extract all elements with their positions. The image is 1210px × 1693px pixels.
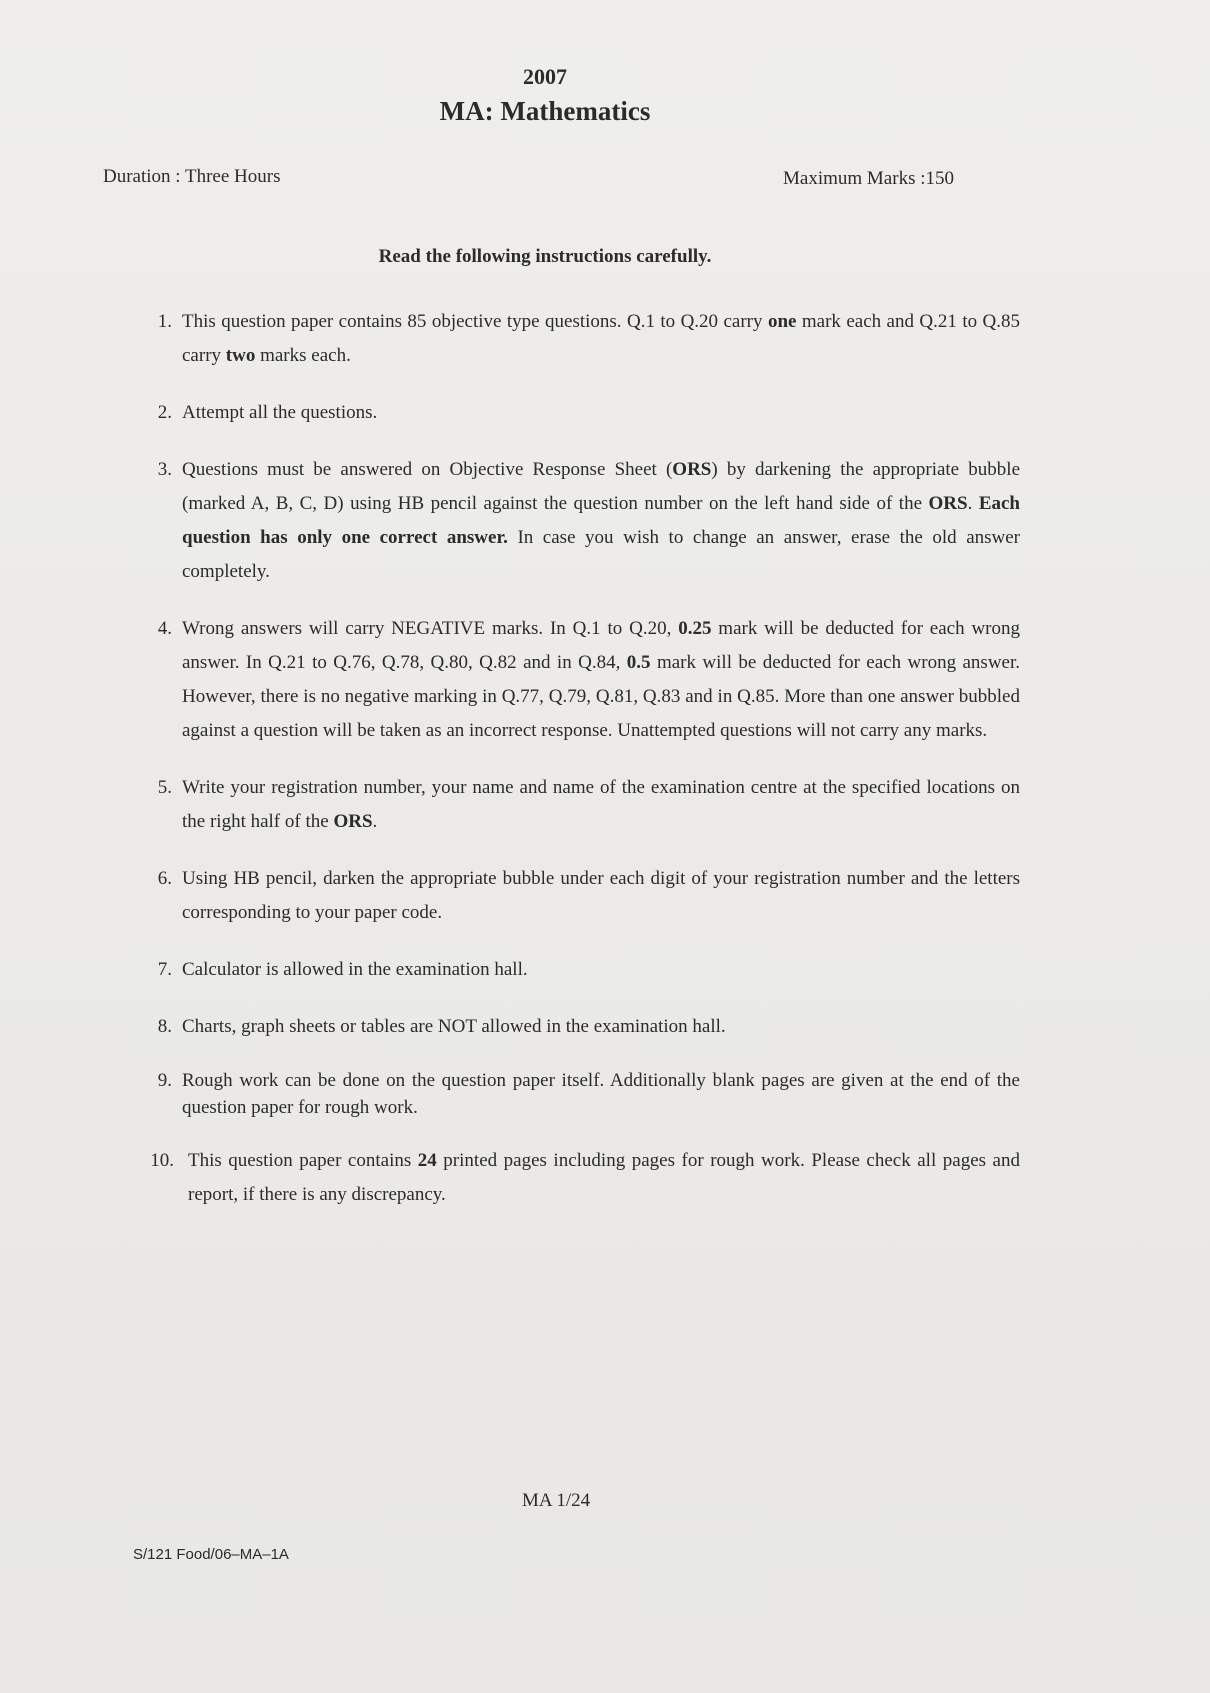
instruction-text: Attempt all the questions. [182, 402, 378, 423]
instruction-text: Rough work can be done on the question paper itself. Additionally blank pages are given at the end of the question paper for rough work. [182, 1070, 1020, 1118]
instruction-item-8 [130, 1010, 1020, 1044]
instruction-text: This question paper contains 85 objective type questions. Q.1 to Q.20 carry one mark each and Q.21 to Q.85 carry two marks each. [182, 311, 1020, 366]
instruction-text: This question paper contains 24 printed pages including pages for rough work. Please check all pages and report, if there is any discrepancy. [188, 1150, 1020, 1205]
instruction-item-2 [130, 396, 1020, 430]
instruction-number: 4. [157, 618, 172, 639]
exam-year: 2007 [523, 64, 567, 89]
instruction-number: 10. [150, 1150, 174, 1171]
instruction-text: Using HB pencil, darken the appropriate bubble under each digit of your registration number and the letters corresponding to your paper code. [182, 868, 1020, 923]
paper-title: MA: Mathematics [439, 96, 651, 126]
instruction-item-10 [130, 1144, 1020, 1212]
instructions-list [130, 305, 1020, 1235]
instruction-number: 2. [157, 402, 172, 423]
exam-duration: Duration : Three Hours [103, 166, 281, 187]
instruction-number: 9. [157, 1070, 172, 1091]
instruction-number: 8. [157, 1016, 172, 1037]
instruction-item-4 [130, 612, 1020, 748]
instruction-number: 6. [157, 868, 172, 889]
maximum-marks: Maximum Marks :150 [783, 168, 954, 189]
instruction-number: 3. [157, 459, 172, 480]
instruction-item-9 [130, 1067, 1020, 1121]
instructions-heading: Read the following instructions carefully. [378, 246, 712, 267]
page-number: MA 1/24 [522, 1490, 591, 1511]
instruction-text: Write your registration number, your name and name of the examination centre at the specified locations on the right half of the ORS. [182, 777, 1020, 832]
instruction-number: 1. [157, 311, 172, 332]
instruction-text: Calculator is allowed in the examination hall. [182, 959, 528, 980]
instruction-text: Wrong answers will carry NEGATIVE marks. In Q.1 to Q.20, 0.25 mark will be deducted for each wrong answer. In Q.21 to Q.76, Q.78, Q.80, Q.82 and in Q.84, 0.5 mark will be deducted for each wrong answer. However, there is no negative marking in Q.77, Q.79, Q.81, Q.83 and in Q.85. More than one answer bubbled against a question will be taken as an incorrect response. Unattempted questions will not carry any marks. [182, 618, 1021, 741]
instruction-item-7 [130, 953, 1020, 987]
instruction-text: Questions must be answered on Objective Response Sheet (ORS) by darkening the appropriate bubble (marked A, B, C, D) using HB pencil against the question number on the left hand side of the ORS. Each question has only one correct answer. In case you wish to change an answer, erase the old answer completely. [182, 459, 1021, 582]
instruction-item-5 [130, 771, 1020, 839]
paper-code: S/121 Food/06–MA–1A [133, 1546, 289, 1563]
instruction-text: Charts, graph sheets or tables are NOT allowed in the examination hall. [182, 1016, 726, 1037]
instruction-number: 7. [157, 959, 172, 980]
instruction-number: 5. [157, 777, 172, 798]
instruction-item-1 [130, 305, 1020, 373]
instruction-item-3 [130, 453, 1020, 589]
instruction-item-6 [130, 862, 1020, 930]
